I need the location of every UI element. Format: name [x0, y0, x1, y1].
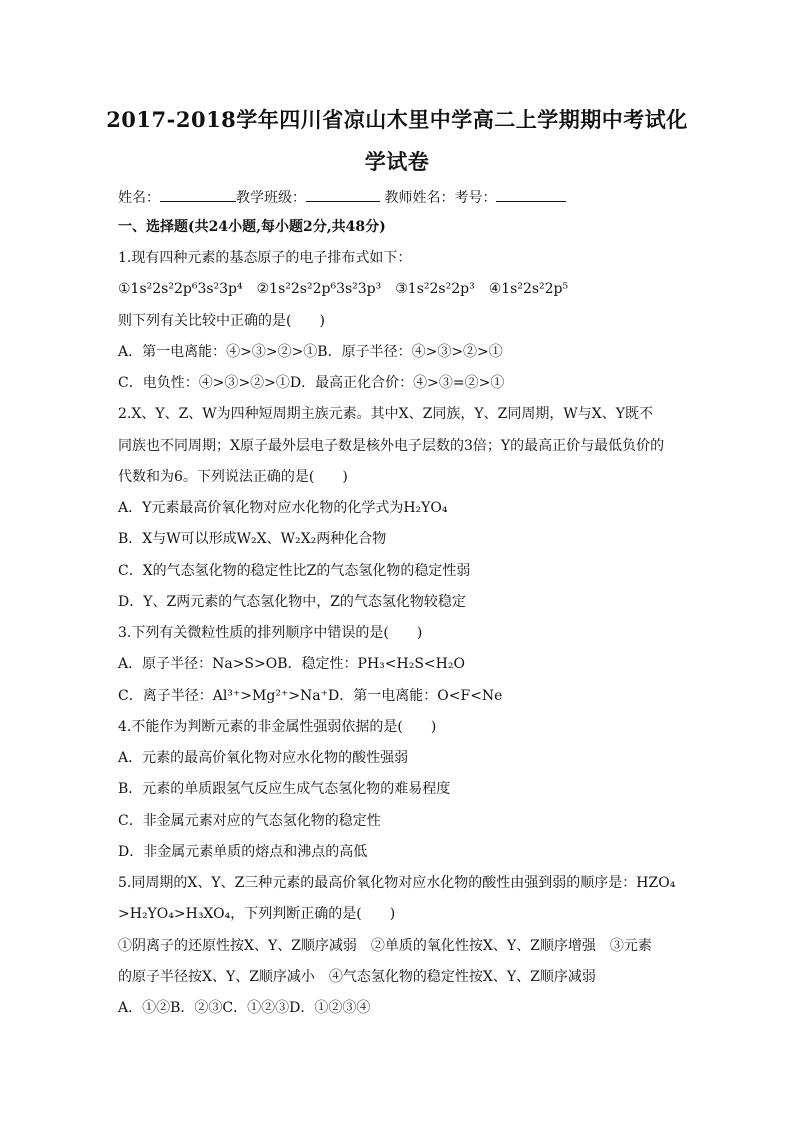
exam-title-line1: 2017-2018学年四川省凉山木里中学高二上学期期中考试化 [106, 107, 688, 132]
q5-line3: ①阴离子的还原性按X、Y、Z顺序减弱 ②单质的氧化性按X、Y、Z顺序增强 ③元素 [118, 938, 652, 954]
teacher-label: 教师姓名： [384, 190, 455, 206]
student-info-line [118, 187, 688, 208]
q2-line3: 代数和为6。下列说法正确的是( ) [118, 469, 348, 485]
q2-option-b: B．X与W可以形成W₂X、W₂X₂两种化合物 [118, 531, 387, 547]
q1-options-ab: A．第一电离能：④>③>②>①B．原子半径：④>③>②>① [118, 344, 503, 360]
q5-line4: 的原子半径按X、Y、Z顺序减小 ④气态氢化物的稳定性按X、Y、Z顺序减弱 [118, 969, 596, 985]
q5-options: A．①②B．②③C．①②③D．①②③④ [118, 1000, 371, 1016]
q4-option-b: B．元素的单质跟氢气反应生成气态氢化物的难易程度 [118, 781, 451, 797]
q1-configs: ①1s²2s²2p⁶3s²3p⁴ ②1s²2s²2p⁶3s²3p³ ③1s²2s²2p³ ④1s²2s²2p⁵ [118, 281, 569, 297]
exam-number-label: 考号： [454, 190, 497, 206]
q2-line1: 2.X、Y、Z、W为四种短周期主族元素。其中X、Z同族，Y、Z同周期，W与X、Y既不 [118, 406, 653, 422]
name-label: 姓名： [118, 190, 160, 206]
q2-option-c: C．X的气态氢化物的稳定性比Z的气态氢化物的稳定性弱 [118, 563, 471, 579]
exam-number-blank [496, 187, 566, 202]
q3-options-ab: A．原子半径：Na>S>OB．稳定性：PH₃<H₂S<H₂O [118, 656, 465, 672]
class-label: 教学班级： [236, 190, 306, 206]
q1-stem: 1.现有四种元素的基态原子的电子排布式如下： [118, 250, 412, 266]
q5-line1: 5.同周期的X、Y、Z三种元素的最高价氧化物对应水化物的酸性由强到弱的顺序是：HZO₄ [118, 875, 676, 891]
q4-option-d: D．非金属元素单质的熔点和沸点的高低 [118, 844, 368, 860]
q2-line2: 同族也不同周期；X原子最外层电子数是核外电子层数的3倍；Y的最高正价与最低负价的 [118, 438, 665, 454]
class-blank [306, 187, 380, 202]
q2-option-d: D．Y、Z两元素的气态氢化物中，Z的气态氢化物较稳定 [118, 594, 466, 610]
q3-stem: 3.下列有关微粒性质的排列顺序中错误的是( ) [118, 625, 423, 641]
q2-option-a: A．Y元素最高价氧化物对应水化物的化学式为H₂YO₄ [118, 500, 448, 516]
exam-title-line2: 学试卷 [364, 149, 430, 174]
section-heading: 一、选择题(共24小题,每小题2分,共48分) [118, 219, 386, 235]
q4-option-a: A．元素的最高价氧化物对应水化物的酸性强弱 [118, 750, 409, 766]
q1-options-cd: C．电负性：④>③>②>①D．最高正化合价：④>③=②>① [118, 375, 505, 391]
q4-stem: 4.不能作为判断元素的非金属性强弱依据的是( ) [118, 719, 437, 735]
q4-option-c: C．非金属元素对应的气态氢化物的稳定性 [118, 813, 381, 829]
q3-options-cd: C．离子半径：Al³⁺>Mg²⁺>Na⁺D．第一电离能：O<F<Ne [118, 688, 503, 704]
name-blank [160, 187, 236, 202]
q1-ask: 则下列有关比较中正确的是( ) [118, 313, 325, 329]
q5-line2: >H₂YO₄>H₃XO₄，下列判断正确的是( ) [118, 906, 396, 922]
